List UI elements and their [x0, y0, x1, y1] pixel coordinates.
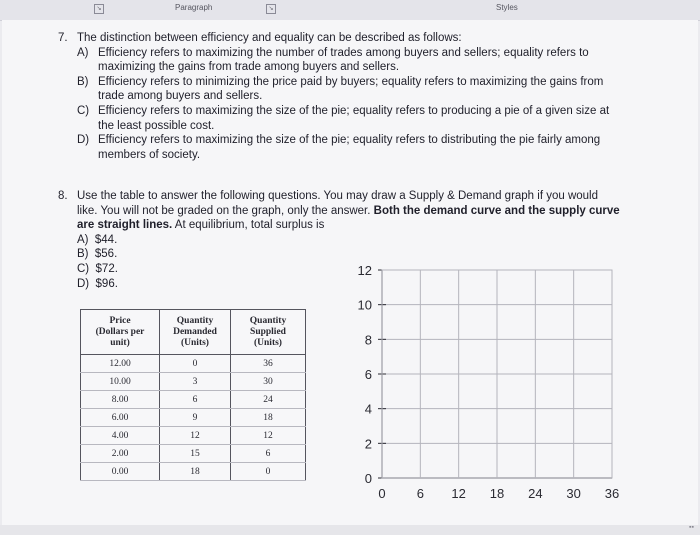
x-tick-label: 12 [451, 486, 466, 501]
paragraph-launcher-icon[interactable]: ↘ [266, 4, 276, 14]
answer-a[interactable]: A) $44. [77, 233, 118, 246]
option-letter: A) [77, 46, 89, 59]
window-bottom-edge [0, 525, 700, 535]
option-text: Efficiency refers to maximizing the size of the pie; equality refers to producing a pie of a given size at the least possible cost. [98, 105, 610, 132]
table-row: 4.00 12 12 [81, 427, 306, 445]
styles-group-label: Styles [496, 3, 518, 12]
bold-note: Both the demand curve and the supply curve [373, 204, 620, 217]
toolbar-ribbon [0, 0, 700, 21]
option-text: Efficiency refers to minimizing the price paid by buyers; equality refers to maximizing the gains from trade among buyers and sellers. [98, 75, 604, 103]
bold-note: are straight lines. [77, 219, 173, 232]
y-tick-label: 0 [364, 471, 372, 486]
blank-graph [342, 256, 622, 506]
price-header: Price (Dollars per unit) [81, 310, 160, 355]
y-tick-label: 8 [364, 332, 372, 348]
quantity-supplied-header: Quantity Supplied (Units) [231, 310, 306, 355]
status-mark-icon: ▪▪ [689, 524, 694, 531]
x-tick-label: 36 [604, 486, 620, 501]
option-letter: C) [77, 105, 90, 117]
table-row: 2.00 15 6 [81, 445, 306, 463]
option-letter: B) [77, 75, 89, 88]
option-text: Efficiency refers to maximizing the size of the pie; equality refers to distributing the pie fairly among members of society. [98, 134, 601, 161]
y-tick-label: 2 [364, 436, 372, 452]
answer-b[interactable]: B) $56. [77, 248, 118, 261]
y-axis-ticks [358, 263, 372, 486]
question-stem: Use the table to answer the following questions. You may draw a Supply & Demand graph if you would like. You will not be graded on the graph, only the answer. Both the demand curve and the supply curve are straight lines. At equilibrium, total surplus is [77, 190, 620, 232]
question-number: 8. [58, 190, 68, 202]
table-row: 10.00 3 30 [81, 373, 306, 391]
y-tick-label: 10 [357, 297, 372, 313]
y-tick-label: 12 [357, 263, 372, 278]
option-text: Efficiency refers to maximizing the number of trades among buyers and sellers; equality refers to maximizing the gains from trade among buyers and sellers. [98, 46, 589, 74]
table-row: 6.00 9 18 [81, 409, 306, 427]
x-tick-label: 24 [528, 486, 543, 501]
y-tick-label: 6 [364, 367, 372, 382]
table-row: 0.00 18 0 [81, 463, 306, 481]
question-number: 7. [58, 32, 68, 44]
question-7 [58, 31, 658, 171]
paste-options-icon[interactable]: ↘ [94, 4, 104, 14]
supply-demand-table [80, 309, 306, 481]
x-tick-label: 0 [378, 486, 386, 501]
x-tick-label: 18 [489, 486, 505, 501]
answer-c[interactable]: C) $72. [77, 263, 118, 275]
x-tick-label: 30 [566, 486, 581, 501]
question-stem: The distinction between efficiency and equality can be described as follows: [77, 32, 462, 44]
table-header-row [81, 310, 306, 355]
document-page [2, 20, 698, 525]
option-letter: D) [77, 134, 90, 147]
answer-d[interactable]: D) $96. [77, 277, 118, 290]
table-row: 12.00 0 36 [81, 355, 306, 373]
y-tick-label: 4 [364, 401, 372, 417]
paragraph-group-label: Paragraph [175, 3, 213, 12]
table-row: 8.00 6 24 [81, 391, 306, 409]
x-axis-ticks [378, 486, 619, 501]
quantity-demanded-header: Quantity Demanded (Units) [160, 310, 231, 355]
x-tick-label: 6 [416, 486, 424, 501]
graph-grid [378, 270, 612, 478]
